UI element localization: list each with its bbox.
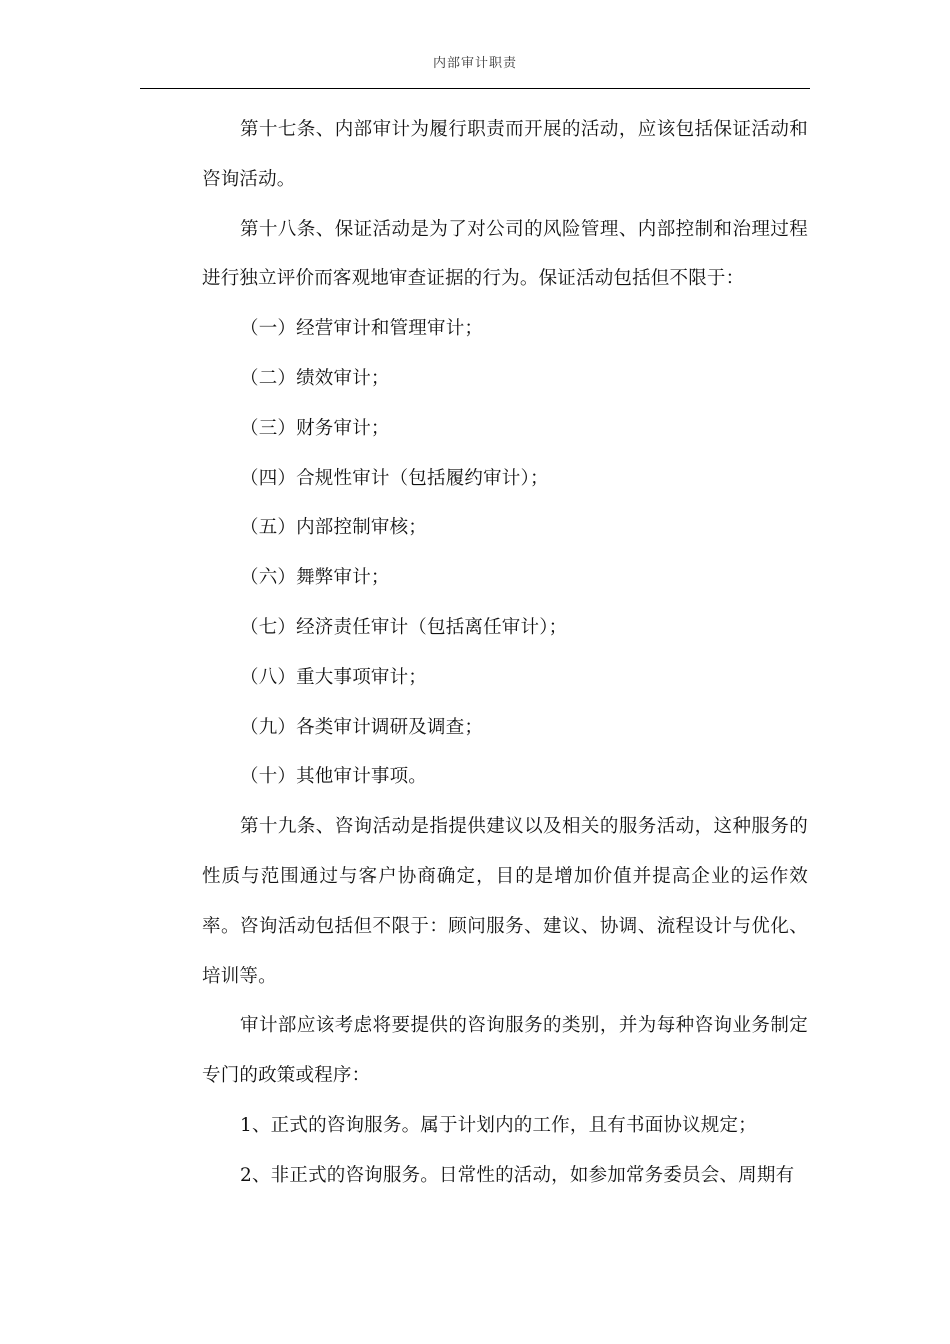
assurance-item-8: （八）重大事项审计； (240, 666, 428, 688)
consulting-item-2: 2、非正式的咨询服务。日常性的活动，如参加常务委员会、周期有 (240, 1164, 795, 1186)
consulting-item-1: 1、正式的咨询服务。属于计划内的工作，且有书面协议规定； (240, 1114, 757, 1136)
audit-dept-paragraph: 审计部应该考虑将要提供的咨询服务的类别，并为每种咨询业务制定专门的政策或程序： (202, 1015, 808, 1087)
article-18-paragraph: 第十八条、保证活动是为了对公司的风险管理、内部控制和治理过程进行独立评价而客观地审查证据的行为。保证活动包括但不限于： (202, 218, 808, 290)
assurance-item-5: （五）内部控制审核； (240, 517, 428, 539)
header-divider (140, 88, 810, 89)
assurance-item-2: （二）绩效审计； (240, 367, 390, 389)
assurance-item-1: （一）经营审计和管理审计； (240, 318, 484, 340)
document-body (202, 105, 808, 1201)
assurance-item-6: （六）舞弊审计； (240, 567, 390, 589)
assurance-item-3: （三）财务审计； (240, 417, 390, 439)
assurance-item-7: （七）经济责任审计（包括离任审计）； (240, 616, 568, 638)
assurance-item-9: （九）各类审计调研及调查； (240, 716, 484, 738)
article-17-paragraph: 第十七条、内部审计为履行职责而开展的活动，应该包括保证活动和咨询活动。 (202, 119, 808, 190)
page-header-title: 内部审计职责 (432, 56, 517, 71)
article-19-paragraph: 第十九条、咨询活动是指提供建议以及相关的服务活动，这种服务的性质与范围通过与客户协商确定，目的是增加价值并提高企业的运作效率。咨询活动包括但不限于：顾问服务、建议、协调、流程设计与优化、培训等。 (202, 816, 808, 987)
assurance-item-10: （十）其他审计事项。 (240, 766, 428, 788)
assurance-item-4: （四）合规性审计（包括履约审计）； (240, 467, 549, 489)
